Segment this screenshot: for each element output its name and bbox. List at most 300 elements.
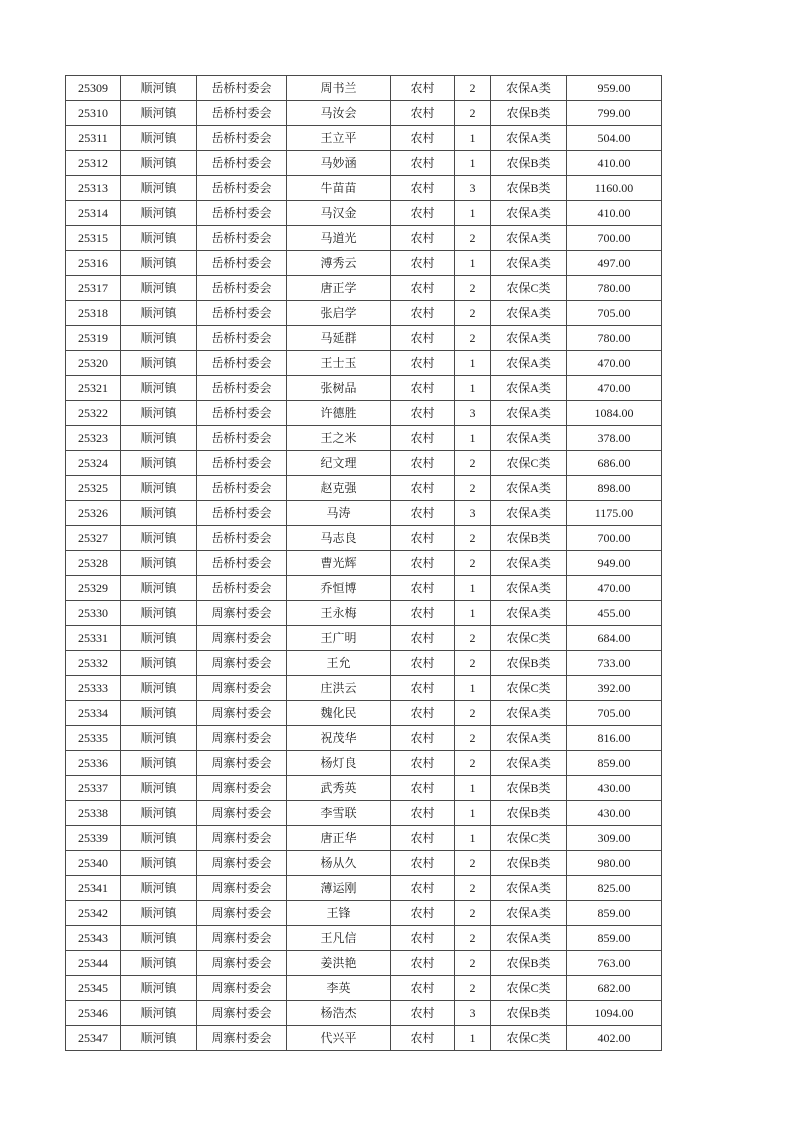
cell-category: 农保C类 bbox=[491, 976, 567, 1001]
cell-id: 25320 bbox=[66, 351, 121, 376]
cell-village: 岳桥村委会 bbox=[197, 476, 287, 501]
table-row bbox=[66, 876, 662, 901]
cell-town: 顺河镇 bbox=[121, 226, 197, 251]
cell-count: 1 bbox=[455, 776, 491, 801]
cell-amount: 686.00 bbox=[567, 451, 662, 476]
cell-residence: 农村 bbox=[391, 576, 455, 601]
cell-village: 周寨村委会 bbox=[197, 951, 287, 976]
cell-village: 周寨村委会 bbox=[197, 701, 287, 726]
cell-id: 25325 bbox=[66, 476, 121, 501]
table-row bbox=[66, 226, 662, 251]
cell-town: 顺河镇 bbox=[121, 776, 197, 801]
cell-town: 顺河镇 bbox=[121, 1026, 197, 1051]
cell-amount: 799.00 bbox=[567, 101, 662, 126]
cell-category: 农保A类 bbox=[491, 401, 567, 426]
cell-village: 周寨村委会 bbox=[197, 926, 287, 951]
cell-id: 25326 bbox=[66, 501, 121, 526]
cell-name: 牛苗苗 bbox=[287, 176, 391, 201]
cell-village: 周寨村委会 bbox=[197, 776, 287, 801]
cell-amount: 859.00 bbox=[567, 751, 662, 776]
table-row bbox=[66, 151, 662, 176]
cell-category: 农保B类 bbox=[491, 1001, 567, 1026]
cell-name: 杨灯良 bbox=[287, 751, 391, 776]
cell-name: 张启学 bbox=[287, 301, 391, 326]
cell-village: 周寨村委会 bbox=[197, 676, 287, 701]
cell-name: 溥秀云 bbox=[287, 251, 391, 276]
cell-amount: 980.00 bbox=[567, 851, 662, 876]
cell-residence: 农村 bbox=[391, 826, 455, 851]
cell-residence: 农村 bbox=[391, 226, 455, 251]
cell-category: 农保A类 bbox=[491, 601, 567, 626]
cell-village: 岳桥村委会 bbox=[197, 126, 287, 151]
cell-amount: 682.00 bbox=[567, 976, 662, 1001]
cell-village: 岳桥村委会 bbox=[197, 451, 287, 476]
cell-village: 岳桥村委会 bbox=[197, 501, 287, 526]
table-row bbox=[66, 626, 662, 651]
cell-amount: 430.00 bbox=[567, 776, 662, 801]
cell-name: 王允 bbox=[287, 651, 391, 676]
table-row bbox=[66, 501, 662, 526]
cell-count: 1 bbox=[455, 601, 491, 626]
cell-name: 曹光辉 bbox=[287, 551, 391, 576]
cell-village: 岳桥村委会 bbox=[197, 201, 287, 226]
cell-residence: 农村 bbox=[391, 201, 455, 226]
cell-amount: 410.00 bbox=[567, 201, 662, 226]
cell-amount: 780.00 bbox=[567, 326, 662, 351]
cell-residence: 农村 bbox=[391, 276, 455, 301]
cell-category: 农保A类 bbox=[491, 376, 567, 401]
cell-category: 农保A类 bbox=[491, 351, 567, 376]
table-row bbox=[66, 976, 662, 1001]
cell-residence: 农村 bbox=[391, 476, 455, 501]
cell-name: 纪文理 bbox=[287, 451, 391, 476]
cell-id: 25333 bbox=[66, 676, 121, 701]
cell-category: 农保B类 bbox=[491, 101, 567, 126]
cell-category: 农保A类 bbox=[491, 326, 567, 351]
cell-village: 周寨村委会 bbox=[197, 651, 287, 676]
cell-village: 岳桥村委会 bbox=[197, 176, 287, 201]
cell-village: 岳桥村委会 bbox=[197, 76, 287, 101]
cell-amount: 705.00 bbox=[567, 701, 662, 726]
cell-count: 1 bbox=[455, 351, 491, 376]
cell-village: 周寨村委会 bbox=[197, 876, 287, 901]
table-row bbox=[66, 526, 662, 551]
cell-residence: 农村 bbox=[391, 326, 455, 351]
cell-count: 2 bbox=[455, 751, 491, 776]
cell-town: 顺河镇 bbox=[121, 276, 197, 301]
cell-amount: 470.00 bbox=[567, 376, 662, 401]
table-row bbox=[66, 426, 662, 451]
cell-amount: 700.00 bbox=[567, 526, 662, 551]
cell-village: 周寨村委会 bbox=[197, 1026, 287, 1051]
cell-count: 1 bbox=[455, 576, 491, 601]
table-row bbox=[66, 476, 662, 501]
cell-category: 农保B类 bbox=[491, 776, 567, 801]
table-row bbox=[66, 376, 662, 401]
cell-id: 25342 bbox=[66, 901, 121, 926]
cell-amount: 497.00 bbox=[567, 251, 662, 276]
cell-residence: 农村 bbox=[391, 1026, 455, 1051]
table-row bbox=[66, 401, 662, 426]
cell-village: 岳桥村委会 bbox=[197, 276, 287, 301]
cell-village: 岳桥村委会 bbox=[197, 376, 287, 401]
cell-category: 农保B类 bbox=[491, 801, 567, 826]
cell-category: 农保C类 bbox=[491, 276, 567, 301]
cell-town: 顺河镇 bbox=[121, 301, 197, 326]
cell-count: 3 bbox=[455, 401, 491, 426]
cell-name: 祝茂华 bbox=[287, 726, 391, 751]
cell-name: 杨浩杰 bbox=[287, 1001, 391, 1026]
cell-name: 代兴平 bbox=[287, 1026, 391, 1051]
cell-residence: 农村 bbox=[391, 726, 455, 751]
cell-id: 25337 bbox=[66, 776, 121, 801]
cell-residence: 农村 bbox=[391, 151, 455, 176]
table-row bbox=[66, 326, 662, 351]
cell-amount: 1084.00 bbox=[567, 401, 662, 426]
cell-town: 顺河镇 bbox=[121, 501, 197, 526]
table-row bbox=[66, 851, 662, 876]
cell-name: 乔恒博 bbox=[287, 576, 391, 601]
cell-id: 25321 bbox=[66, 376, 121, 401]
cell-count: 2 bbox=[455, 76, 491, 101]
cell-count: 1 bbox=[455, 1026, 491, 1051]
cell-residence: 农村 bbox=[391, 126, 455, 151]
cell-residence: 农村 bbox=[391, 801, 455, 826]
cell-village: 岳桥村委会 bbox=[197, 251, 287, 276]
cell-name: 杨从久 bbox=[287, 851, 391, 876]
cell-town: 顺河镇 bbox=[121, 926, 197, 951]
table-row bbox=[66, 826, 662, 851]
cell-name: 王锋 bbox=[287, 901, 391, 926]
cell-id: 25344 bbox=[66, 951, 121, 976]
cell-name: 魏化民 bbox=[287, 701, 391, 726]
cell-residence: 农村 bbox=[391, 551, 455, 576]
cell-count: 2 bbox=[455, 101, 491, 126]
cell-village: 岳桥村委会 bbox=[197, 101, 287, 126]
cell-name: 武秀英 bbox=[287, 776, 391, 801]
table-row bbox=[66, 176, 662, 201]
cell-village: 岳桥村委会 bbox=[197, 226, 287, 251]
cell-id: 25311 bbox=[66, 126, 121, 151]
cell-count: 3 bbox=[455, 501, 491, 526]
cell-count: 2 bbox=[455, 726, 491, 751]
cell-residence: 农村 bbox=[391, 501, 455, 526]
cell-count: 2 bbox=[455, 976, 491, 1001]
cell-name: 马汉金 bbox=[287, 201, 391, 226]
cell-amount: 402.00 bbox=[567, 1026, 662, 1051]
cell-id: 25323 bbox=[66, 426, 121, 451]
cell-residence: 农村 bbox=[391, 1001, 455, 1026]
table-row bbox=[66, 776, 662, 801]
cell-town: 顺河镇 bbox=[121, 851, 197, 876]
table-row bbox=[66, 601, 662, 626]
cell-residence: 农村 bbox=[391, 426, 455, 451]
cell-name: 张树品 bbox=[287, 376, 391, 401]
cell-residence: 农村 bbox=[391, 76, 455, 101]
cell-category: 农保B类 bbox=[491, 951, 567, 976]
cell-town: 顺河镇 bbox=[121, 1001, 197, 1026]
cell-village: 岳桥村委会 bbox=[197, 576, 287, 601]
cell-id: 25324 bbox=[66, 451, 121, 476]
cell-village: 岳桥村委会 bbox=[197, 351, 287, 376]
cell-id: 25327 bbox=[66, 526, 121, 551]
cell-category: 农保B类 bbox=[491, 526, 567, 551]
cell-count: 1 bbox=[455, 426, 491, 451]
cell-village: 岳桥村委会 bbox=[197, 326, 287, 351]
cell-name: 李雪联 bbox=[287, 801, 391, 826]
cell-count: 1 bbox=[455, 151, 491, 176]
cell-town: 顺河镇 bbox=[121, 726, 197, 751]
cell-town: 顺河镇 bbox=[121, 826, 197, 851]
cell-id: 25330 bbox=[66, 601, 121, 626]
cell-count: 1 bbox=[455, 801, 491, 826]
cell-amount: 780.00 bbox=[567, 276, 662, 301]
cell-count: 2 bbox=[455, 651, 491, 676]
cell-id: 25335 bbox=[66, 726, 121, 751]
cell-count: 2 bbox=[455, 526, 491, 551]
cell-count: 3 bbox=[455, 176, 491, 201]
cell-count: 2 bbox=[455, 626, 491, 651]
cell-amount: 898.00 bbox=[567, 476, 662, 501]
cell-name: 唐正华 bbox=[287, 826, 391, 851]
table-row bbox=[66, 301, 662, 326]
cell-village: 岳桥村委会 bbox=[197, 401, 287, 426]
cell-village: 周寨村委会 bbox=[197, 601, 287, 626]
cell-amount: 859.00 bbox=[567, 901, 662, 926]
cell-category: 农保A类 bbox=[491, 251, 567, 276]
cell-residence: 农村 bbox=[391, 751, 455, 776]
cell-id: 25309 bbox=[66, 76, 121, 101]
cell-residence: 农村 bbox=[391, 301, 455, 326]
cell-town: 顺河镇 bbox=[121, 876, 197, 901]
cell-town: 顺河镇 bbox=[121, 801, 197, 826]
cell-category: 农保A类 bbox=[491, 301, 567, 326]
cell-amount: 700.00 bbox=[567, 226, 662, 251]
cell-residence: 农村 bbox=[391, 676, 455, 701]
table-row bbox=[66, 101, 662, 126]
cell-id: 25313 bbox=[66, 176, 121, 201]
table-row bbox=[66, 701, 662, 726]
cell-category: 农保A类 bbox=[491, 876, 567, 901]
cell-village: 岳桥村委会 bbox=[197, 301, 287, 326]
cell-count: 2 bbox=[455, 276, 491, 301]
cell-town: 顺河镇 bbox=[121, 351, 197, 376]
cell-town: 顺河镇 bbox=[121, 201, 197, 226]
cell-town: 顺河镇 bbox=[121, 676, 197, 701]
cell-id: 25328 bbox=[66, 551, 121, 576]
table-row bbox=[66, 676, 662, 701]
cell-amount: 455.00 bbox=[567, 601, 662, 626]
table-row bbox=[66, 926, 662, 951]
cell-village: 周寨村委会 bbox=[197, 726, 287, 751]
cell-category: 农保A类 bbox=[491, 726, 567, 751]
cell-id: 25332 bbox=[66, 651, 121, 676]
cell-count: 1 bbox=[455, 826, 491, 851]
cell-name: 王广明 bbox=[287, 626, 391, 651]
cell-village: 岳桥村委会 bbox=[197, 151, 287, 176]
cell-id: 25343 bbox=[66, 926, 121, 951]
cell-category: 农保A类 bbox=[491, 426, 567, 451]
cell-village: 周寨村委会 bbox=[197, 626, 287, 651]
cell-name: 马道光 bbox=[287, 226, 391, 251]
table-row bbox=[66, 251, 662, 276]
cell-name: 王凡信 bbox=[287, 926, 391, 951]
cell-name: 姜洪艳 bbox=[287, 951, 391, 976]
cell-residence: 农村 bbox=[391, 701, 455, 726]
cell-category: 农保A类 bbox=[491, 226, 567, 251]
cell-category: 农保A类 bbox=[491, 76, 567, 101]
cell-count: 2 bbox=[455, 451, 491, 476]
cell-category: 农保C类 bbox=[491, 676, 567, 701]
cell-village: 岳桥村委会 bbox=[197, 426, 287, 451]
cell-residence: 农村 bbox=[391, 926, 455, 951]
cell-residence: 农村 bbox=[391, 951, 455, 976]
cell-name: 王之米 bbox=[287, 426, 391, 451]
cell-name: 王永梅 bbox=[287, 601, 391, 626]
cell-id: 25338 bbox=[66, 801, 121, 826]
cell-name: 马志良 bbox=[287, 526, 391, 551]
cell-category: 农保A类 bbox=[491, 476, 567, 501]
cell-count: 2 bbox=[455, 226, 491, 251]
cell-id: 25317 bbox=[66, 276, 121, 301]
cell-id: 25346 bbox=[66, 1001, 121, 1026]
cell-amount: 825.00 bbox=[567, 876, 662, 901]
cell-town: 顺河镇 bbox=[121, 651, 197, 676]
cell-name: 庄洪云 bbox=[287, 676, 391, 701]
cell-category: 农保C类 bbox=[491, 826, 567, 851]
cell-amount: 392.00 bbox=[567, 676, 662, 701]
cell-amount: 410.00 bbox=[567, 151, 662, 176]
cell-count: 1 bbox=[455, 201, 491, 226]
table-row bbox=[66, 551, 662, 576]
cell-amount: 859.00 bbox=[567, 926, 662, 951]
cell-amount: 1160.00 bbox=[567, 176, 662, 201]
cell-residence: 农村 bbox=[391, 876, 455, 901]
cell-id: 25340 bbox=[66, 851, 121, 876]
cell-town: 顺河镇 bbox=[121, 451, 197, 476]
cell-id: 25345 bbox=[66, 976, 121, 1001]
cell-residence: 农村 bbox=[391, 101, 455, 126]
table-row bbox=[66, 901, 662, 926]
table-row bbox=[66, 126, 662, 151]
cell-village: 周寨村委会 bbox=[197, 851, 287, 876]
table-row bbox=[66, 751, 662, 776]
cell-town: 顺河镇 bbox=[121, 701, 197, 726]
cell-name: 薄运刚 bbox=[287, 876, 391, 901]
cell-category: 农保B类 bbox=[491, 151, 567, 176]
cell-town: 顺河镇 bbox=[121, 151, 197, 176]
cell-residence: 农村 bbox=[391, 401, 455, 426]
table-row bbox=[66, 801, 662, 826]
cell-town: 顺河镇 bbox=[121, 551, 197, 576]
cell-name: 唐正学 bbox=[287, 276, 391, 301]
cell-count: 2 bbox=[455, 876, 491, 901]
cell-town: 顺河镇 bbox=[121, 76, 197, 101]
cell-name: 王立平 bbox=[287, 126, 391, 151]
cell-name: 马延群 bbox=[287, 326, 391, 351]
cell-village: 周寨村委会 bbox=[197, 801, 287, 826]
cell-category: 农保A类 bbox=[491, 551, 567, 576]
cell-amount: 430.00 bbox=[567, 801, 662, 826]
cell-residence: 农村 bbox=[391, 776, 455, 801]
cell-id: 25315 bbox=[66, 226, 121, 251]
cell-residence: 农村 bbox=[391, 976, 455, 1001]
table-row bbox=[66, 951, 662, 976]
cell-category: 农保A类 bbox=[491, 201, 567, 226]
cell-count: 1 bbox=[455, 251, 491, 276]
cell-village: 周寨村委会 bbox=[197, 1001, 287, 1026]
cell-count: 2 bbox=[455, 476, 491, 501]
cell-town: 顺河镇 bbox=[121, 426, 197, 451]
cell-residence: 农村 bbox=[391, 601, 455, 626]
table-row bbox=[66, 451, 662, 476]
cell-count: 2 bbox=[455, 326, 491, 351]
table-row bbox=[66, 1001, 662, 1026]
cell-village: 周寨村委会 bbox=[197, 751, 287, 776]
table-row bbox=[66, 276, 662, 301]
cell-amount: 470.00 bbox=[567, 351, 662, 376]
cell-town: 顺河镇 bbox=[121, 951, 197, 976]
table-row bbox=[66, 201, 662, 226]
cell-town: 顺河镇 bbox=[121, 901, 197, 926]
cell-count: 2 bbox=[455, 301, 491, 326]
cell-amount: 959.00 bbox=[567, 76, 662, 101]
cell-amount: 816.00 bbox=[567, 726, 662, 751]
cell-id: 25318 bbox=[66, 301, 121, 326]
cell-count: 2 bbox=[455, 926, 491, 951]
cell-id: 25322 bbox=[66, 401, 121, 426]
cell-count: 1 bbox=[455, 126, 491, 151]
cell-village: 周寨村委会 bbox=[197, 901, 287, 926]
cell-town: 顺河镇 bbox=[121, 401, 197, 426]
cell-amount: 1175.00 bbox=[567, 501, 662, 526]
cell-town: 顺河镇 bbox=[121, 601, 197, 626]
cell-amount: 733.00 bbox=[567, 651, 662, 676]
cell-residence: 农村 bbox=[391, 451, 455, 476]
cell-count: 1 bbox=[455, 376, 491, 401]
cell-residence: 农村 bbox=[391, 901, 455, 926]
cell-id: 25336 bbox=[66, 751, 121, 776]
cell-id: 25312 bbox=[66, 151, 121, 176]
cell-amount: 684.00 bbox=[567, 626, 662, 651]
cell-id: 25339 bbox=[66, 826, 121, 851]
cell-town: 顺河镇 bbox=[121, 251, 197, 276]
cell-category: 农保A类 bbox=[491, 901, 567, 926]
cell-id: 25347 bbox=[66, 1026, 121, 1051]
cell-amount: 763.00 bbox=[567, 951, 662, 976]
cell-name: 赵克强 bbox=[287, 476, 391, 501]
cell-residence: 农村 bbox=[391, 251, 455, 276]
cell-count: 2 bbox=[455, 951, 491, 976]
cell-id: 25331 bbox=[66, 626, 121, 651]
cell-town: 顺河镇 bbox=[121, 476, 197, 501]
cell-id: 25314 bbox=[66, 201, 121, 226]
cell-residence: 农村 bbox=[391, 176, 455, 201]
cell-amount: 949.00 bbox=[567, 551, 662, 576]
cell-town: 顺河镇 bbox=[121, 101, 197, 126]
cell-town: 顺河镇 bbox=[121, 326, 197, 351]
cell-village: 岳桥村委会 bbox=[197, 551, 287, 576]
cell-residence: 农村 bbox=[391, 651, 455, 676]
cell-amount: 705.00 bbox=[567, 301, 662, 326]
benefits-table bbox=[65, 75, 662, 1051]
cell-town: 顺河镇 bbox=[121, 126, 197, 151]
cell-category: 农保A类 bbox=[491, 751, 567, 776]
cell-count: 3 bbox=[455, 1001, 491, 1026]
cell-name: 许德胜 bbox=[287, 401, 391, 426]
table-row bbox=[66, 726, 662, 751]
cell-category: 农保C类 bbox=[491, 626, 567, 651]
